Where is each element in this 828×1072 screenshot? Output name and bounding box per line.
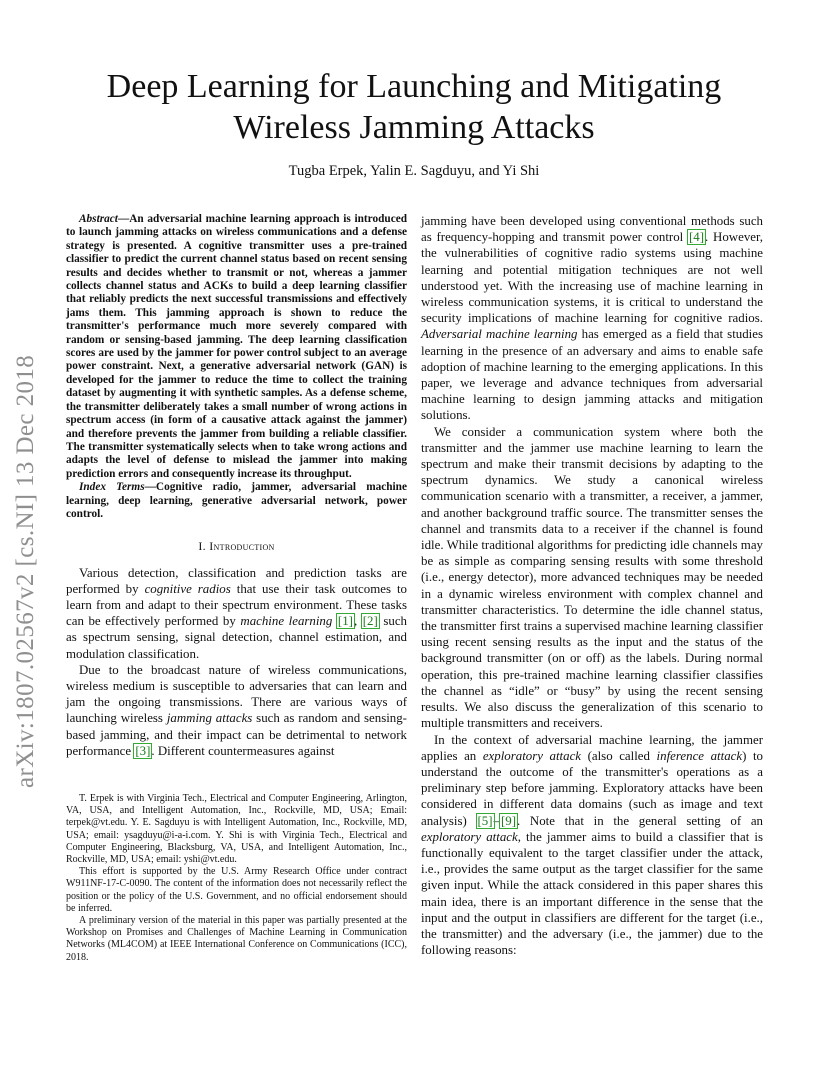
arxiv-identifier[interactable]: arXiv:1807.02567v2 [cs.NI] 13 Dec 2018 [12,354,39,788]
citation-link-4[interactable]: [4] [689,230,705,245]
text-run: (also called [581,748,657,763]
citation-link-3[interactable]: [3] [135,743,151,758]
intro-paragraph-5 [421,732,763,959]
intro-paragraph-1 [66,565,407,662]
emphasis-exploratory-attack: exploratory attack [421,829,518,844]
text-run: . Note that in the general setting of an [517,813,763,828]
abstract [66,213,407,481]
title-line-2: Wireless Jamming Attacks [233,109,595,146]
text-run: ) to understand the outcome of the transmitter's operations as a preliminary step before jamming. Exploratory attacks have been considered in different data domains (such as image and text analysis) [421,748,763,828]
text-run: . Different countermeasures against [151,743,335,758]
text-run: Due to the broadcast nature of wireless communications, wireless medium is susceptible to adversaries that can learn and jam the ongoing transmissions. There are various ways of launching wireless [66,662,407,726]
text-run: has emerged as a field that studies learning in the presence of an adversary and aims to enable safe adoption of machine learning to the emerging applications. In this paper, we leverage and advance techniques from adversarial machine learning to design jamming attacks and mitigation solutions. [421,327,763,423]
citation-link-2[interactable]: [2] [362,614,378,629]
citation-link-9[interactable]: [9] [500,813,517,828]
intro-paragraph-3 [421,213,763,424]
text-run: such as random and sensing-based jamming, and their impact can be detrimental to network performance [66,711,407,758]
footnotes [66,793,407,964]
left-column [66,213,407,964]
text-run: jamming have been developed using conventional methods such as frequency-hopping and transmit power control [421,214,763,245]
text-run: such as spectrum sensing, signal detection, channel estimation, and modulation classification. [66,614,407,661]
emphasis-inference-attack: inference attack [656,748,743,763]
footnote-preliminary: A preliminary version of the material in this paper was partially presented at the Workshop on Promises and Challenges of Machine Learning in Communication Networks (ML4COM) at IEEE International Conference on Communications (ICC), 2018. [66,915,407,963]
section-heading-introduction [66,538,407,554]
text-run: . However, the vulnerabilities of cognitive radio systems using machine learning and potential mitigation techniques are not well understood yet. With the increasing use of machine learning in wireless communication systems, it is critical to understand the security implications of machine learning for cognitive radios. [421,230,763,326]
paper-title [60,66,768,148]
text-run: In the context of adversarial machine learning, the jammer applies an [421,732,763,763]
right-column [421,213,763,958]
intro-paragraph-4: We consider a communication system where both the transmitter and the jammer use machine learning to learn the spectrum and make their transmit decisions by adapting to the spectrum dynamics. We study a canonical wireless communication scenario with a transmitter, a receiver, a jammer, and another background traffic source. The transmitter senses the channel and transmits data to a receiver if the channel is found idle. While traditional algorithms for predicting idle channels may be as simple as comparing sensing results with some threshold (i.e., energy detector), more advanced techniques may be needed in a dynamic wireless environment with complex channel and transmitter characteristics. To determine the idle channel status, the transmitter first trains a supervised machine learning classifier using recent sensing results as the input and the status of the background transmitter (on or off) as the labels. During normal operation, this pre-trained machine learning classifier classifies the channel as “idle” or “busy” by using the recent sensing results. We also discuss the generalization of this scenario to multiple transmitters and receivers. [421,424,763,731]
author-list: Tugba Erpek, Yalin E. Sagduyu, and Yi Shi [288,163,540,179]
text-run: , the jammer aims to build a classifier that is functionally equivalent to the target classifier under the attack, i.e., provides the same output as the target classifier for the same given input. While the attack considered in this paper shares this main idea, there is an important difference in the sense that the input and the output in classifiers are different for the target (i.e., the transmitter) and the adversary (i.e., the jammer) due to the following reasons: [421,829,763,958]
citation-link-5[interactable]: [5] [477,813,493,828]
footnote-affiliations: T. Erpek is with Virginia Tech., Electrical and Computer Engineering, Arlington, VA, USA, and Intelligent Automation, Inc., Rockville, MD, USA; Email: terpek@vt.edu. Y. E. Sagduyu is with Intelligent Automation, Inc., Rockville, MD, USA; email: ysagduyu@i-a-i.com. Y. Shi is with Virginia Tech., Electrical and Computer Engineering, Blacksburg, VA, USA, and Intelligent Automation, Inc., Rockville, MD, USA; email: yshi@vt.edu. [66,792,407,865]
index-terms [66,481,407,521]
emphasis-exploratory-attack: exploratory attack [482,748,582,763]
section-number: I. [198,539,206,554]
intro-paragraph-2 [66,662,407,759]
emphasis-adversarial-ml: Adversarial machine learning [421,327,578,342]
abstract-text: —An adversarial machine learning approach is introduced to launch jamming attacks on wireless communications and a defense strategy is presented. A cognitive transmitter uses a pre-trained classifier to predict the current channel status based on recent sensing results and decides whether to transmit or not, whereas a jammer collects channel status and ACKs to build a deep learning classifier that reliably predicts the next successful transmissions and effectively jams them. This jamming approach is shown to reduce the transmitter's performance much more severely compared with random or sensing-based jamming. The deep learning classification scores are used by the jammer for power control subject to an average power constraint. Next, a generative adversarial network (GAN) is developed for the jammer to reduce the time to collect the training dataset by augmenting it with synthetic samples. As a defense scheme, the transmitter deliberately takes a small number of wrong actions in spectrum access (in form of a causative attack against the jammer) and therefore prevents the jammer from building a reliable classifier. The transmitter systematically selects when to take wrong actions and adapts the level of defense to mislead the jammer into making prediction errors and consequently increase its throughput. [66,213,407,480]
index-terms-text: —Cognitive radio, jammer, adversarial machine learning, deep learning, generative adversarial network, power control. [66,481,407,520]
section-title: Introduction [209,539,275,554]
text-run: Various detection, classification and prediction tasks are performed by [66,565,407,596]
text-run: that use their task outcomes to learn from and adapt to their spectrum environment. These tasks can be effectively performed by [66,581,407,629]
text-run: , [353,614,362,629]
citation-link-1[interactable]: [1] [337,614,353,629]
title-line-1: Deep Learning for Launching and Mitigating [106,68,722,105]
emphasis-cognitive-radios: cognitive radios [144,581,231,596]
emphasis-machine-learning: machine learning [240,614,333,629]
abstract-label: Abstract [79,213,118,225]
emphasis-jamming-attacks: jamming attacks [166,711,253,726]
text-run: – [493,813,500,828]
index-terms-label: Index Terms [79,481,145,494]
footnote-funding: This effort is supported by the U.S. Army Research Office under contract W911NF-17-C-0090. The content of the information does not necessarily reflect the position or the policy of the U.S. Government, and no official endorsement should be inferred. [66,866,407,914]
